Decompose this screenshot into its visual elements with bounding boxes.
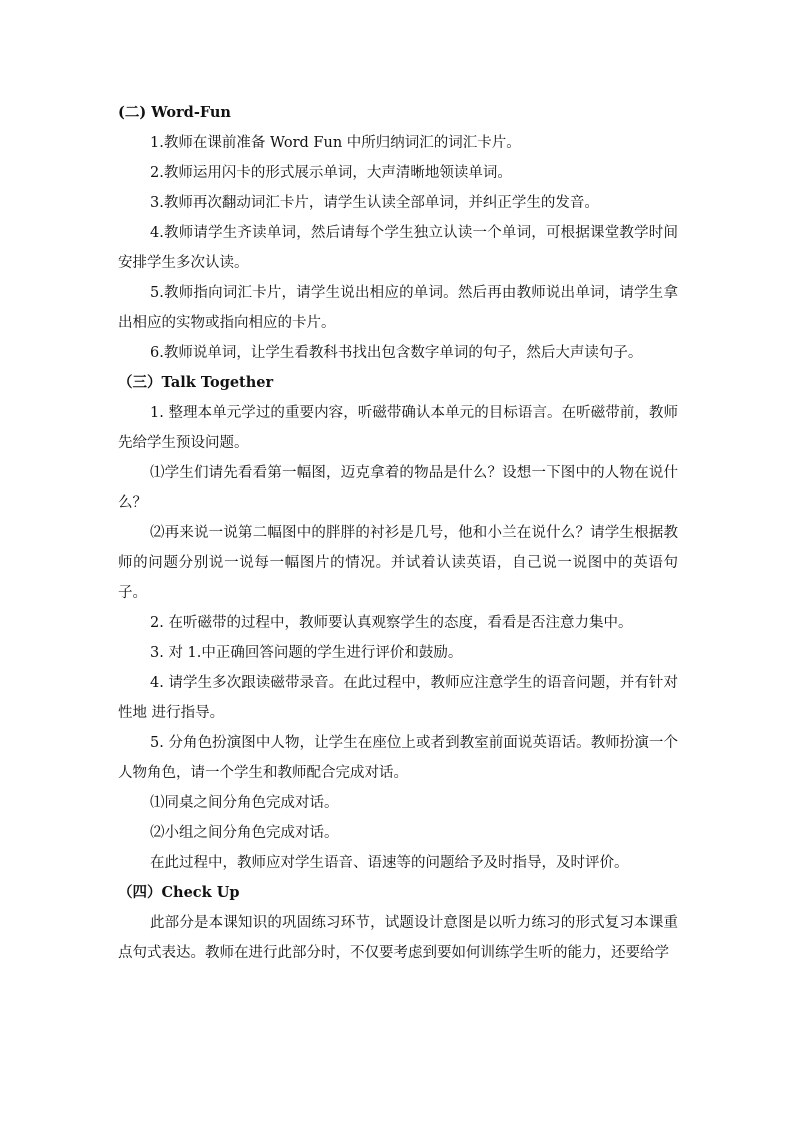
paragraph: 6.教师说单词，让学生看教科书找出包含数字单词的句子，然后大声读句子。: [150, 345, 643, 361]
paragraph: ⑵再来说一说第二幅图中的胖胖的衬衫是几号，他和小兰在说什么？请学生根据教师的问题分别说一说每一幅图片的情况。并试着认读英语，自己说一说图中的英语句子。: [118, 525, 678, 601]
paragraph: 3. 对 1.中正确回答问题的学生进行评价和鼓励。: [150, 645, 463, 661]
document-body: [118, 98, 678, 968]
section-word-fun: [118, 98, 678, 368]
paragraph: 4.教师请学生齐读单词，然后请每个学生独立认读一个单词，可根据课堂教学时间安排学生多次认读。: [118, 225, 678, 271]
section-heading: （四）Check Up: [118, 884, 240, 901]
paragraph: 1.教师在课前准备 Word Fun 中所归纳词汇的词汇卡片。: [150, 135, 521, 151]
section-check-up: [118, 878, 678, 968]
paragraph: 5.教师指向词汇卡片，请学生说出相应的单词。然后再由教师说出单词，请学生拿出相应的实物或指向相应的卡片。: [118, 285, 678, 331]
section-heading: （三）Talk Together: [118, 374, 274, 391]
paragraph: 4. 请学生多次跟读磁带录音。在此过程中，教师应注意学生的语音问题，并有针对性地 进行指导。: [118, 675, 678, 721]
section-heading: (二) Word-Fun: [118, 104, 231, 121]
paragraph: 此部分是本课知识的巩固练习环节，试题设计意图是以听力练习的形式复习本课重点句式表达。教师在进行此部分时，不仅要考虑到要如何训练学生听的能力，还要给学: [118, 915, 678, 961]
paragraph: ⑴学生们请先看看第一幅图，迈克拿着的物品是什么？设想一下图中的人物在说什么？: [118, 465, 678, 511]
paragraph: 1. 整理本单元学过的重要内容，听磁带确认本单元的目标语言。在听磁带前，教师先给学生预设问题。: [118, 405, 678, 451]
paragraph: 2.教师运用闪卡的形式展示单词，大声清晰地领读单词。: [150, 165, 512, 181]
section-talk-together: [118, 368, 678, 878]
paragraph: ⑴同桌之间分角色完成对话。: [150, 795, 339, 811]
paragraph: 5. 分角色扮演图中人物，让学生在座位上或者到教室前面说英语话。教师扮演一个人物角色，请一个学生和教师配合完成对话。: [118, 735, 678, 781]
paragraph: 在此过程中，教师应对学生语音、语速等的问题给予及时指导，及时评价。: [150, 855, 629, 871]
paragraph: 3.教师再次翻动词汇卡片，请学生认读全部单词，并纠正学生的发音。: [150, 195, 599, 211]
paragraph: 2. 在听磁带的过程中，教师要认真观察学生的态度，看看是否注意力集中。: [150, 615, 633, 631]
paragraph: ⑵小组之间分角色完成对话。: [150, 825, 339, 841]
